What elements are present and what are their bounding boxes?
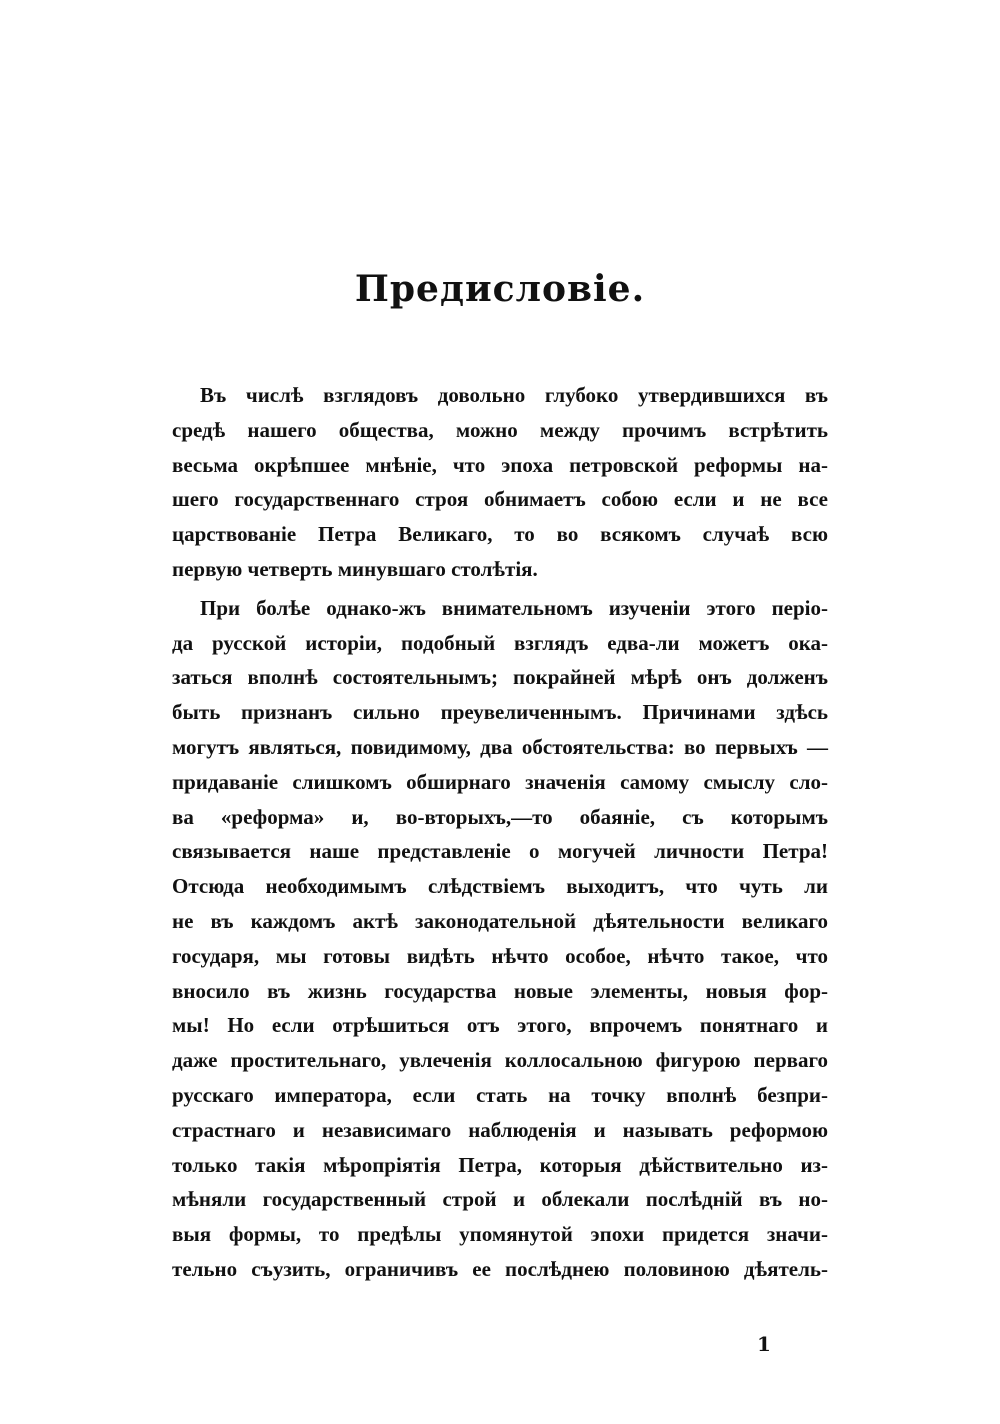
text-line: Въ числѣ взглядовъ довольно глубоко утвердившихся въ xyxy=(200,383,828,407)
page-number: 1 xyxy=(757,1332,771,1356)
text-line: придаваніе слишкомъ обширнаго значенія самому смыслу сло- xyxy=(172,769,828,794)
text-line: Отсюда необходимымъ слѣдствіемъ выходитъ, что чуть ли xyxy=(172,874,828,899)
text-line: мѣняли государственный строй и облекали послѣдній въ но- xyxy=(172,1187,828,1212)
text-line: ва «реформа» и, во-вторыхъ,—то обаяніе, съ которымъ xyxy=(172,804,828,829)
body-text xyxy=(172,378,828,1287)
text-line: да русской исторіи, подобный взглядъ едва-ли можетъ ока- xyxy=(172,630,828,655)
text-line: связывается наше представленіе о могучей личности Петра! xyxy=(172,839,828,864)
text-line: средѣ нашего общества, можно между прочимъ встрѣтить xyxy=(172,417,828,442)
text-line: шего государственнаго строя обнимаетъ собою если и не все xyxy=(172,487,828,512)
text-line: При болѣе однако-жъ внимательномъ изученіи этого періо- xyxy=(200,595,828,620)
text-line: быть признанъ сильно преувеличеннымъ. Причинами здѣсь xyxy=(172,700,828,725)
paragraph-1 xyxy=(172,378,828,587)
text-line: царствованіе Петра Великаго, то во всякомъ случаѣ всю xyxy=(172,522,828,547)
page-title: Предисловіе. xyxy=(354,268,646,310)
text-line: мы! Но если отрѣшиться отъ этого, впрочемъ понятнаго и xyxy=(172,1013,828,1038)
text-line: страстнаго и независимаго наблюденія и называть реформою xyxy=(172,1117,828,1142)
text-line: тельно съузить, ограничивъ ее послѣднею половиною дѣятель- xyxy=(172,1256,828,1281)
text-line: только такія мѣропріятія Петра, которыя дѣйствительно из- xyxy=(172,1152,828,1177)
text-line: русскаго императора, если стать на точку вполнѣ безпри- xyxy=(172,1082,828,1107)
text-line: весьма окрѣпшее мнѣніе, что эпоха петровской реформы на- xyxy=(172,452,828,477)
paragraph-2 xyxy=(172,591,828,1287)
text-line: первую четверть минувшаго столѣтія. xyxy=(172,556,538,581)
text-line: государя, мы готовы видѣть нѣчто особое, нѣчто такое, что xyxy=(172,943,828,968)
text-line: вносило въ жизнь государства новые элементы, новыя фор- xyxy=(172,978,828,1003)
text-line: выя формы, то предѣлы упомянутой эпохи придется значи- xyxy=(172,1222,828,1247)
text-line: даже простительнаго, увлеченія коллосальною фигурою перваго xyxy=(172,1048,828,1073)
text-line: заться вполнѣ состоятельнымъ; покрайней мѣрѣ онъ долженъ xyxy=(172,665,828,690)
text-line: могутъ являться, повидимому, два обстоятельства: во первыхъ — xyxy=(172,734,828,759)
text-line: не въ каждомъ актѣ законодательной дѣятельности великаго xyxy=(172,908,828,933)
